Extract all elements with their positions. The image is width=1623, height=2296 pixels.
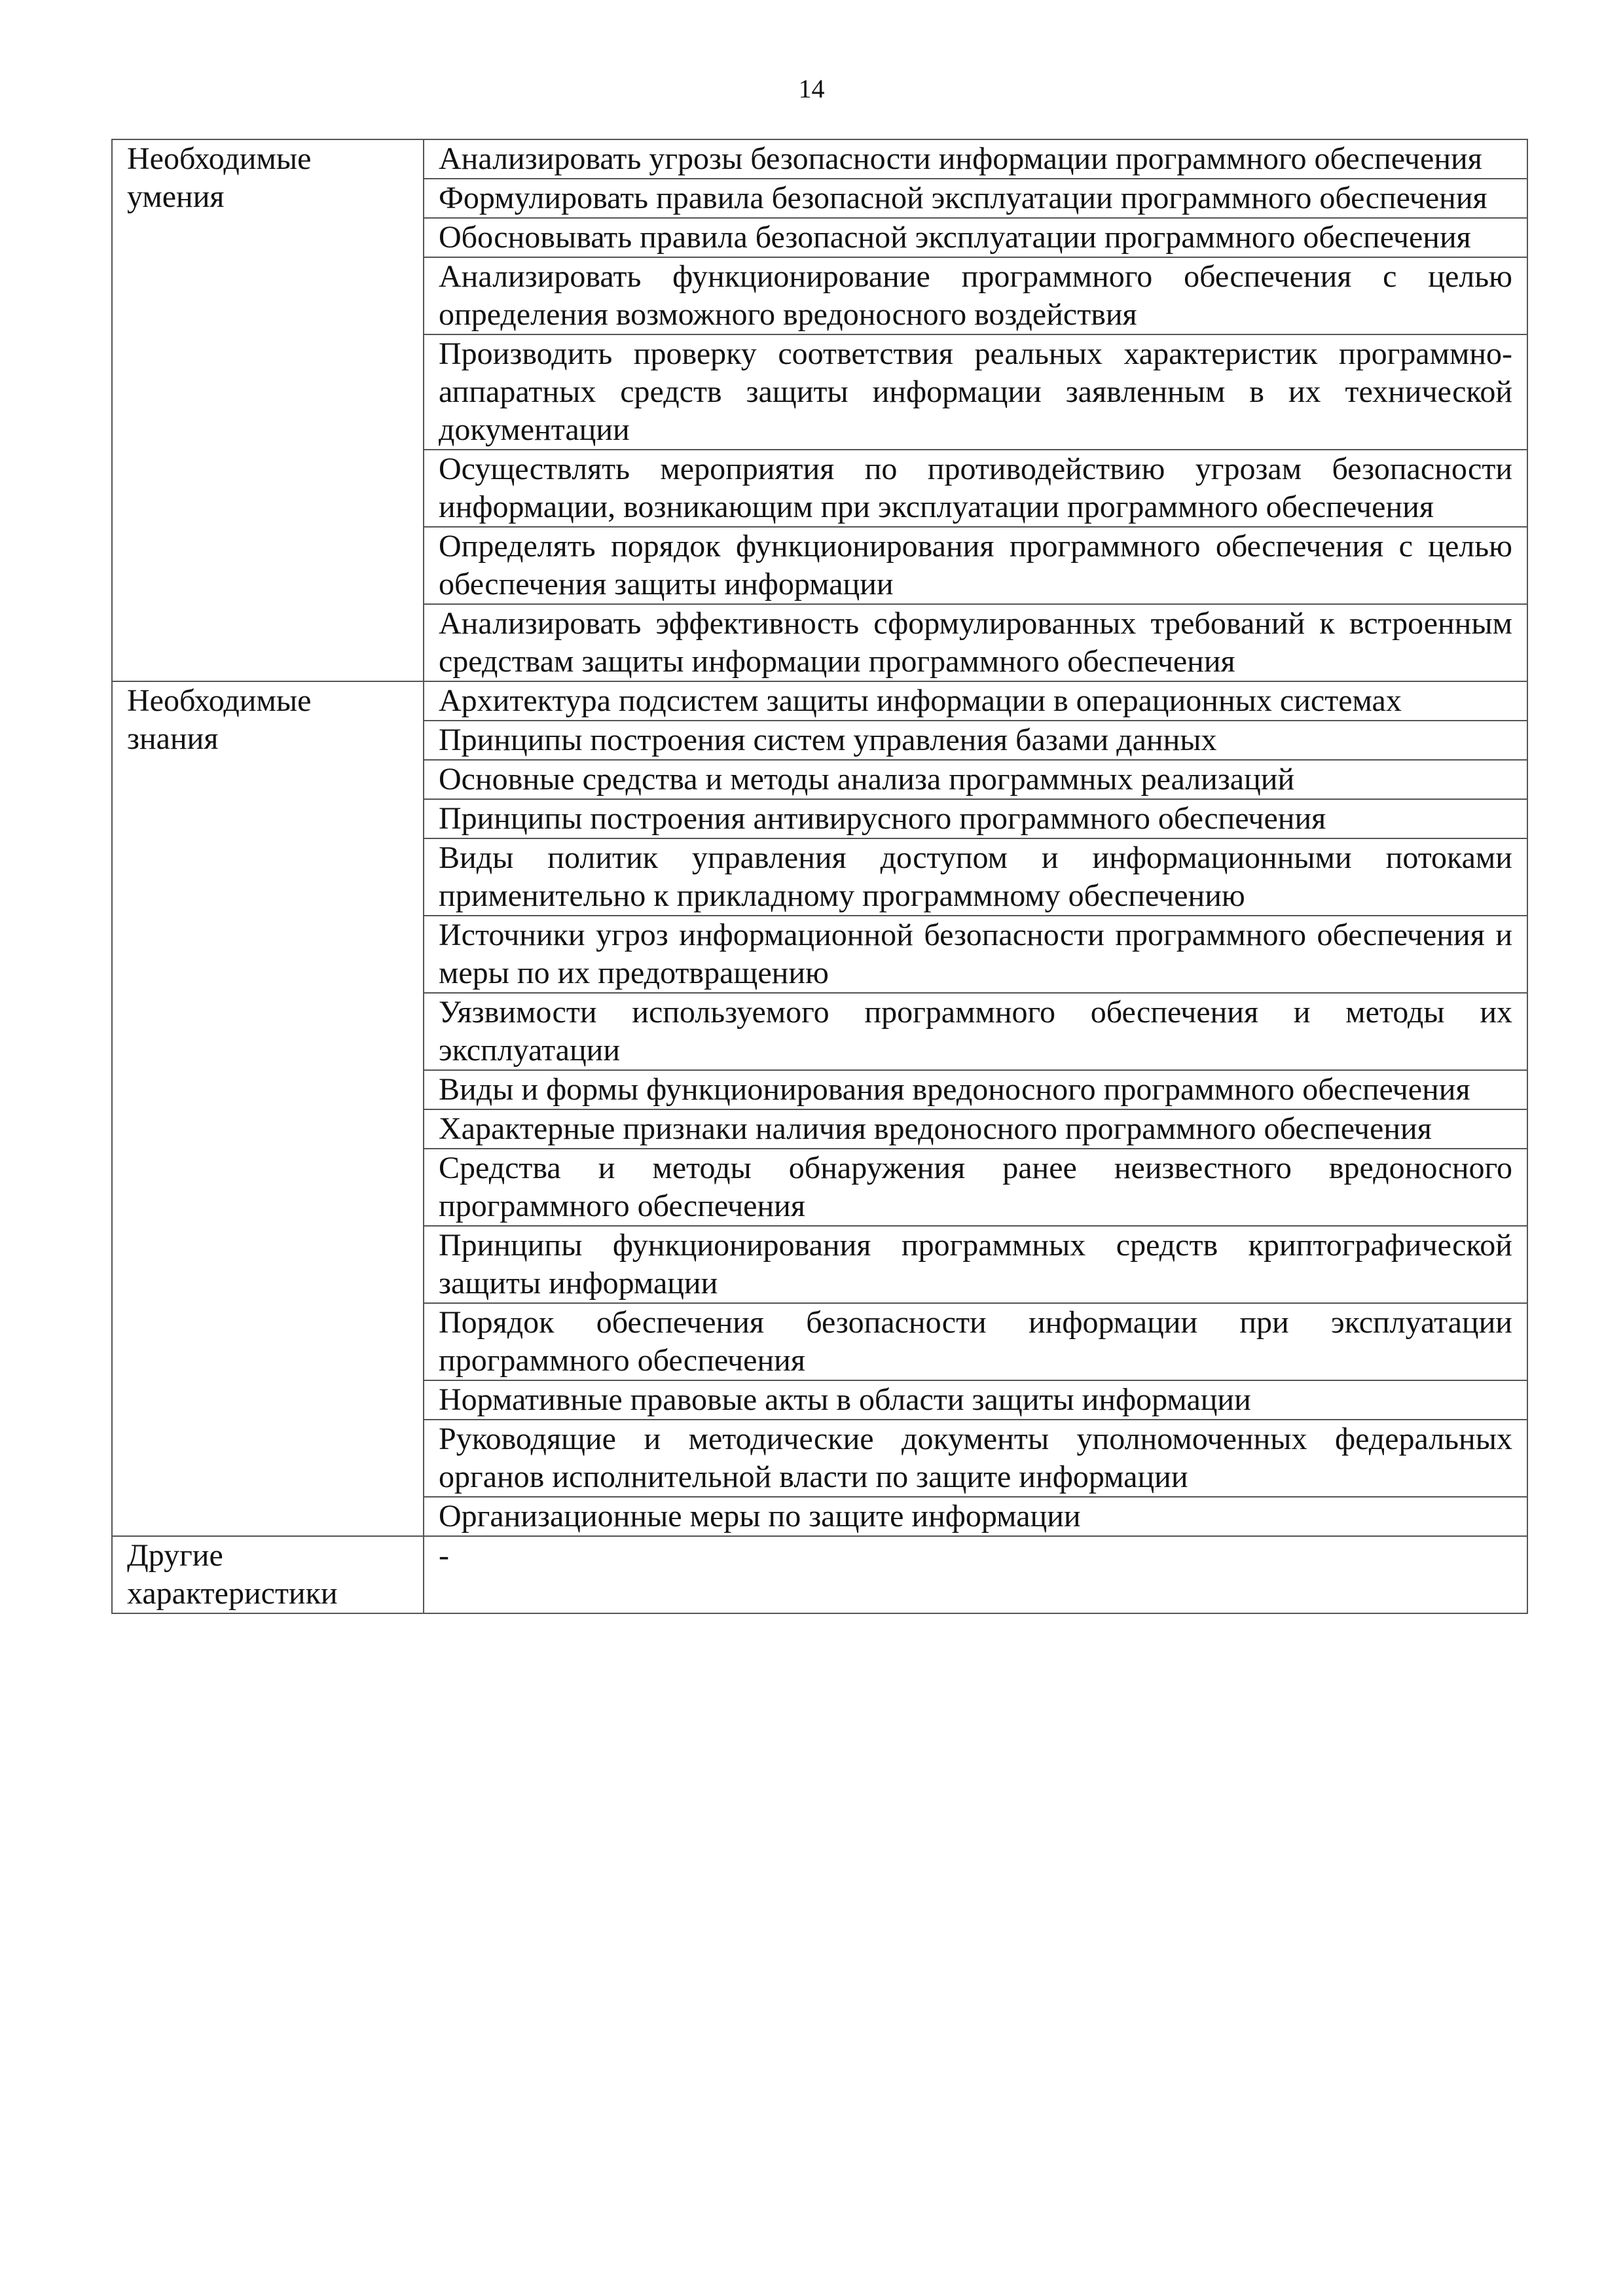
section-label-skills: Необходимые умения [112,139,424,681]
knowledge-item: Принципы функционирования программных средств криптографической защиты информации [424,1226,1527,1303]
skill-item: Анализировать функционирование программного обеспечения с целью определения возможного вредоносного воздействия [424,257,1527,334]
table-row [112,681,1527,721]
knowledge-item: Виды политик управления доступом и информационными потоками применительно к прикладному программному обеспечению [424,838,1527,916]
knowledge-item: Основные средства и методы анализа программных реализаций [424,760,1527,799]
table-row [112,139,1527,179]
skill-item: Анализировать эффективность сформулированных требований к встроенным средствам защиты информации программного обеспечения [424,604,1527,681]
knowledge-item: Средства и методы обнаружения ранее неизвестного вредоносного программного обеспечения [424,1149,1527,1226]
knowledge-item: Характерные признаки наличия вредоносного программного обеспечения [424,1109,1527,1149]
knowledge-item: Виды и формы функционирования вредоносного программного обеспечения [424,1070,1527,1109]
skill-item: Определять порядок функционирования программного обеспечения с целью обеспечения защиты информации [424,527,1527,604]
requirements-table [111,139,1528,1614]
skill-item: Формулировать правила безопасной эксплуатации программного обеспечения [424,179,1527,218]
knowledge-item: Источники угроз информационной безопасности программного обеспечения и меры по их предотвращению [424,916,1527,993]
knowledge-item: Порядок обеспечения безопасности информации при эксплуатации программного обеспечения [424,1303,1527,1380]
knowledge-item: Архитектура подсистем защиты информации в операционных системах [424,681,1527,721]
table-row [112,1536,1527,1613]
skill-item: Осуществлять мероприятия по противодействию угрозам безопасности информации, возникающим при эксплуатации программного обеспечения [424,450,1527,527]
skill-item: Производить проверку соответствия реальных характеристик программно-аппаратных средств защиты информации заявленным в их технической документации [424,334,1527,450]
section-label-knowledge: Необходимые знания [112,681,424,1536]
skill-item: Анализировать угрозы безопасности информации программного обеспечения [424,139,1527,179]
knowledge-item: Уязвимости используемого программного обеспечения и методы их эксплуатации [424,993,1527,1070]
section-label-other: Другие характеристики [112,1536,424,1613]
knowledge-item: Руководящие и методические документы уполномоченных федеральных органов исполнительной власти по защите информации [424,1420,1527,1497]
knowledge-item: Принципы построения систем управления базами данных [424,721,1527,760]
knowledge-item: Принципы построения антивирусного программного обеспечения [424,799,1527,838]
knowledge-item: Нормативные правовые акты в области защиты информации [424,1380,1527,1420]
page-number: 14 [798,74,825,103]
skill-item: Обосновывать правила безопасной эксплуатации программного обеспечения [424,218,1527,257]
knowledge-item: Организационные меры по защите информации [424,1497,1527,1536]
other-item: - [424,1536,1527,1613]
